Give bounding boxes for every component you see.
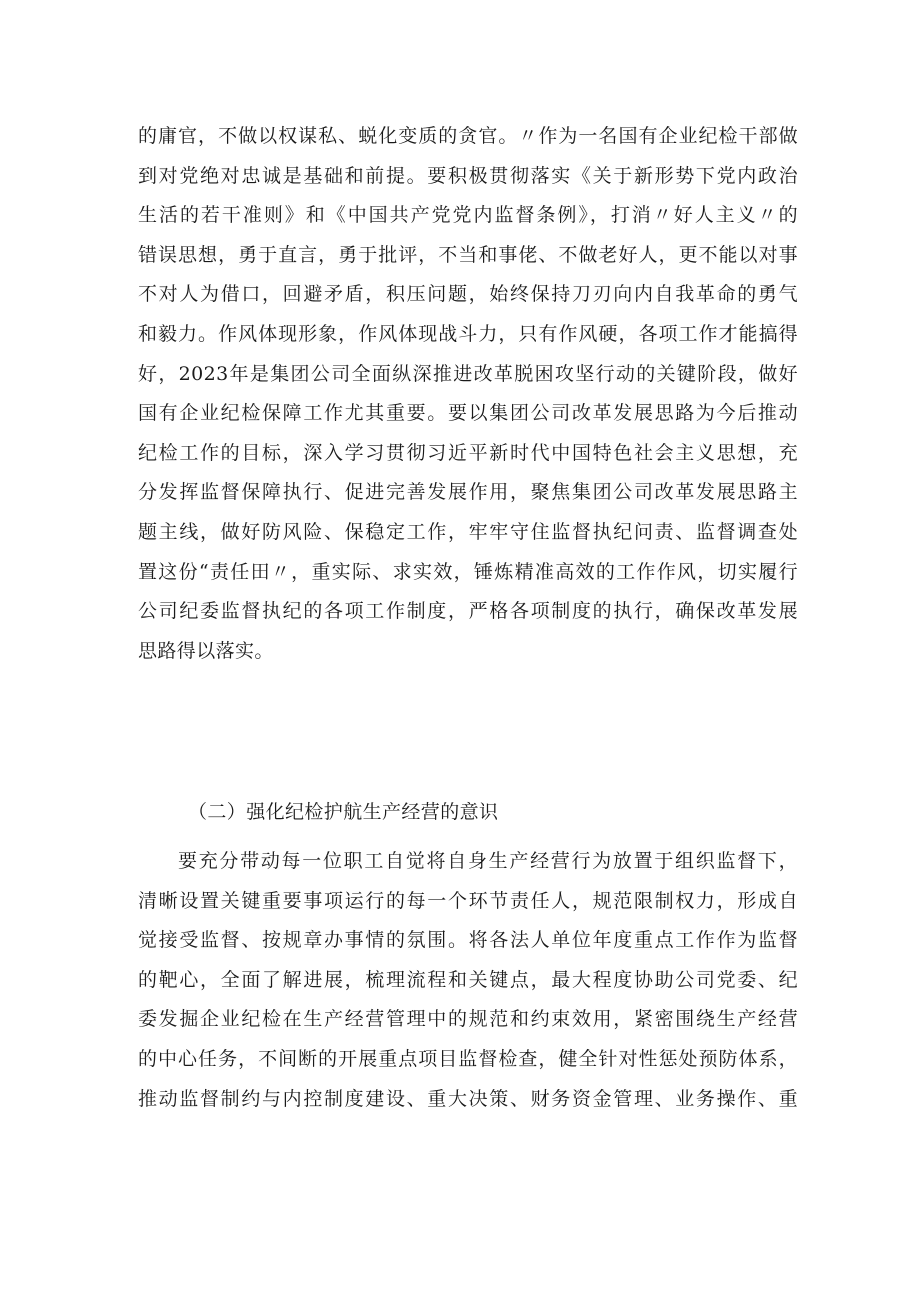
paragraph-line: 国有企业纪检保障工作尤其重要。要以集团公司改革发展思路为今后推动: [138, 402, 798, 425]
paragraph-line: 的庸官，不做以权谋私、蜕化变质的贪官。〃作为一名国有企业纪检干部做: [138, 125, 798, 147]
paragraph-line: 推动监督制约与内控制度建设、重大决策、财务资金管理、业务操作、重: [138, 1087, 798, 1110]
paragraph-line: 的靶心，全面了解进展，梳理流程和关键点，最大程度协助公司党委、纪: [138, 968, 798, 991]
paragraph-1: [138, 117, 798, 671]
paragraph-line: 和毅力。作风体现形象，作风体现战斗力，只有作风硬，各项工作才能搞得: [138, 322, 798, 345]
paragraph-2: [138, 842, 798, 1119]
section-heading: （二）强化纪检护航生产经营的意识: [188, 801, 499, 823]
paragraph-line: 公司纪委监督执纪的各项工作制度，严格各项制度的执行，确保改革发展: [138, 600, 798, 623]
paragraph-line: 委发掘企业纪检在生产经营管理中的规范和约束效用，紧密围绕生产经营: [138, 1008, 798, 1031]
paragraph-line: 觉接受监督、按规章办事情的氛围。将各法人单位年度重点工作作为监督: [138, 929, 798, 952]
paragraph-line: 清晰设置关键重要事项运行的每一个环节责任人，规范限制权力，形成自: [138, 889, 798, 912]
paragraph-line: 错误思想，勇于直言，勇于批评，不当和事佬、不做老好人，更不能以对事: [138, 243, 798, 266]
paragraph-line: 思路得以落实。: [138, 639, 274, 662]
paragraph-line: 好，2023年是集团公司全面纵深推进改革脱困攻坚行动的关键阶段，做好: [138, 362, 798, 385]
paragraph-line: 题主线，做好防风险、保稳定工作，牢牢守住监督执纪问责、监督调查处: [138, 520, 798, 543]
paragraph-line: 纪检工作的目标，深入学习贯彻习近平新时代中国特色社会主义思想，充: [138, 441, 798, 464]
paragraph-line: 的中心任务，不间断的开展重点项目监督检查，健全针对性惩处预防体系，: [138, 1047, 798, 1070]
paragraph-line: 要充分带动每一位职工自觉将自身生产经营行为放置于组织监督下，: [178, 850, 798, 872]
paragraph-line: 置这份“责任田〃，重实际、求实效，锤炼精准高效的工作作风，切实履行: [138, 560, 798, 583]
paragraph-line: 到对党绝对忠诚是基础和前提。要积极贯彻落实《关于新形势下党内政治: [138, 164, 798, 187]
paragraph-line: 生活的若干准则》和《中国共产党党内监督条例》，打消〃好人主义〃的: [138, 204, 798, 227]
paragraph-line: 分发挥监督保障执行、促进完善发展作用，聚焦集团公司改革发展思路主: [138, 481, 798, 504]
paragraph-line: 不对人为借口，回避矛盾，积压问题，始终保持刀刃向内自我革命的勇气: [138, 283, 798, 306]
